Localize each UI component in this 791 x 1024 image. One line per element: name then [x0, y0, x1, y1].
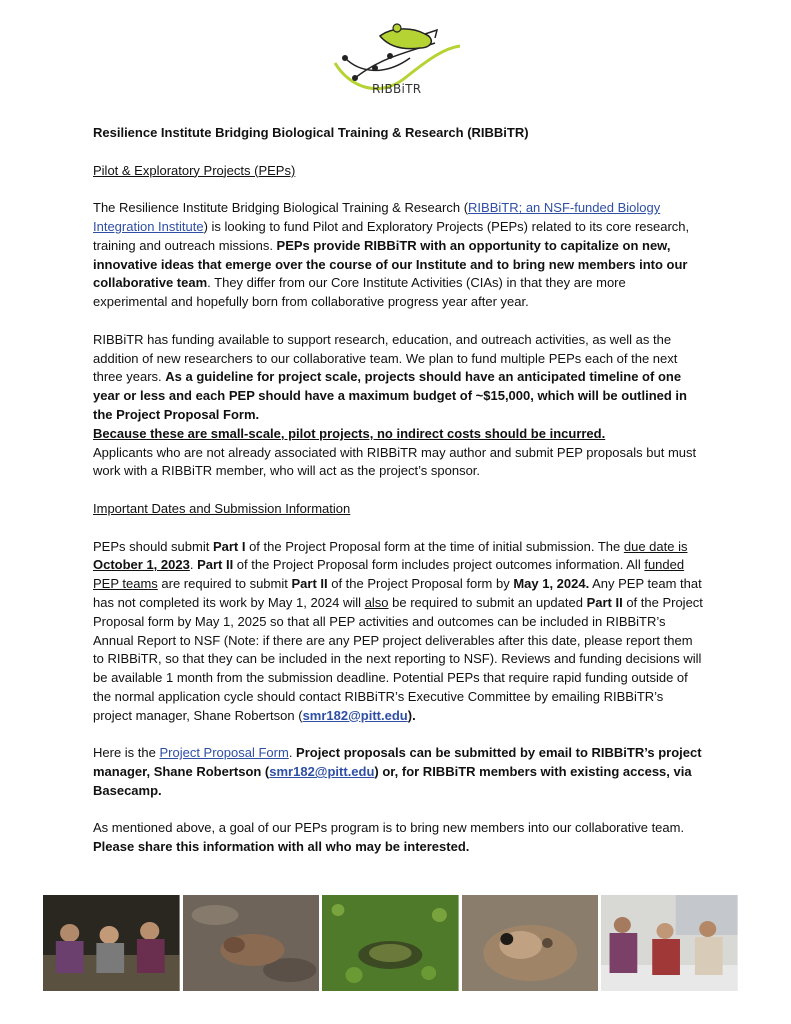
- photo-field-team-night: [43, 895, 180, 991]
- bold-text: ).: [407, 707, 416, 723]
- document-body: [93, 124, 703, 857]
- bold-text: Part II: [586, 594, 623, 610]
- photo-frog-closeup: [462, 895, 599, 991]
- text: of the Project Proposal form by May 1, 2025 so that all PEP activities and outcomes can be included in RIBBiTR’s Annual Report to NSF (Note: if there are any PEP project deliverables after this date, please report them to RIBBiTR, so that they can be included in the next reporting to NSF). Reviews and funding decisions will be available 1 month from the submission deadline. Potential PEPs that require rapid funding outside of the normal application cycle should contact RIBBiTR’s Executive Committee by emailing RIBBiTR’s project manager, Shane Robertson (: [93, 594, 703, 723]
- text: of the Project Proposal form includes project outcomes information. All: [233, 557, 645, 573]
- bold-text: May 1, 2024.: [513, 576, 590, 592]
- text: Here is the: [93, 745, 160, 761]
- underlined-text: due date is: [623, 538, 688, 554]
- paragraph-closing: [93, 819, 703, 857]
- text: Any PEP team that has not completed its work by May 1, 2024 will: [93, 576, 702, 610]
- text: are required to submit: [157, 576, 292, 592]
- bold-text: Part I: [212, 538, 246, 554]
- photo-frog-on-leaves: [183, 895, 320, 991]
- due-date: October 1, 2023: [93, 557, 190, 573]
- text: ) is looking to fund Pilot and Exploratory Projects (PEPs) related to its core research, training and outreach missions.: [93, 218, 690, 253]
- text: be required to submit an updated: [388, 594, 587, 610]
- underlined-text: also: [364, 594, 389, 610]
- bold-text: Please share this information with all who may be interested.: [93, 839, 470, 855]
- bold-text: Project proposals can be submitted by email to RIBBiTR’s project manager, Shane Robertson (: [93, 745, 702, 780]
- bold-text: PEPs provide RIBBiTR with an opportunity to capitalize on new, innovative ideas that emerge over the course of our Institute and to bring new members into our collaborative team: [93, 237, 688, 291]
- bold-text: ) or, for RIBBiTR members with existing access, via Basecamp.: [93, 764, 692, 798]
- text: The Resilience Institute Bridging Biological Training & Research (: [93, 200, 469, 216]
- bold-text: Part II: [291, 576, 328, 592]
- photo-frog-in-duckweed: [322, 895, 459, 991]
- text: . They differ from our Core Institute Activities (CIAs) in that they are more experimental and hopefully born from collaborative progress year after year.: [93, 275, 626, 310]
- underlined-text: funded PEP teams: [93, 557, 685, 592]
- text: RIBBiTR has funding available to support research, education, and outreach activities, as well as the addition of new researchers to our collaborative team. We plan to fund multiple PEPs each of the next three years.: [93, 331, 678, 385]
- bold-text: As a guideline for project scale, projects should have an anticipated timeline of one year or less and each PEP should have a maximum budget of ~$15,000, which will be outlined in the Project Proposal Form.: [93, 369, 687, 422]
- paragraph-dates: [93, 538, 703, 726]
- section-heading-peps: Pilot & Exploratory Projects (PEPs): [93, 162, 296, 178]
- paragraph-intro: [93, 199, 703, 312]
- section-heading-dates: Important Dates and Submission Information: [93, 500, 351, 516]
- email-link[interactable]: smr182@pitt.edu: [302, 707, 408, 723]
- text: As mentioned above, a goal of our PEPs program is to bring new members into our collaborative team.: [93, 820, 685, 836]
- text: .: [288, 745, 297, 761]
- photo-lab-students: [601, 895, 738, 991]
- project-proposal-form-link[interactable]: Project Proposal Form: [159, 745, 289, 761]
- text: PEPs should submit: [93, 538, 213, 554]
- email-link[interactable]: smr182@pitt.edu: [269, 764, 375, 780]
- document-title: Resilience Institute Bridging Biological Training & Research (RIBBiTR): [93, 125, 529, 140]
- bold-text: Part II: [197, 557, 234, 573]
- text: .: [189, 557, 198, 573]
- ribbitr-link[interactable]: RIBBiTR; an NSF-funded Biology Integration Institute: [93, 200, 661, 234]
- text: Applicants who are not already associated with RIBBiTR may author and submit PEP proposals but must work with a RIBBiTR member, who will act as the project’s sponsor.: [93, 444, 697, 479]
- photo-strip: [43, 895, 738, 991]
- bold-underlined-text: Because these are small-scale, pilot projects, no indirect costs should be incurred.: [93, 425, 606, 441]
- text: of the Project Proposal form by: [327, 576, 514, 592]
- logo-text: RIBBiTR: [372, 82, 422, 96]
- text: of the Project Proposal form at the time of initial submission. The: [245, 538, 624, 554]
- paragraph-proposal-form: [93, 744, 703, 800]
- paragraph-funding: [93, 331, 703, 481]
